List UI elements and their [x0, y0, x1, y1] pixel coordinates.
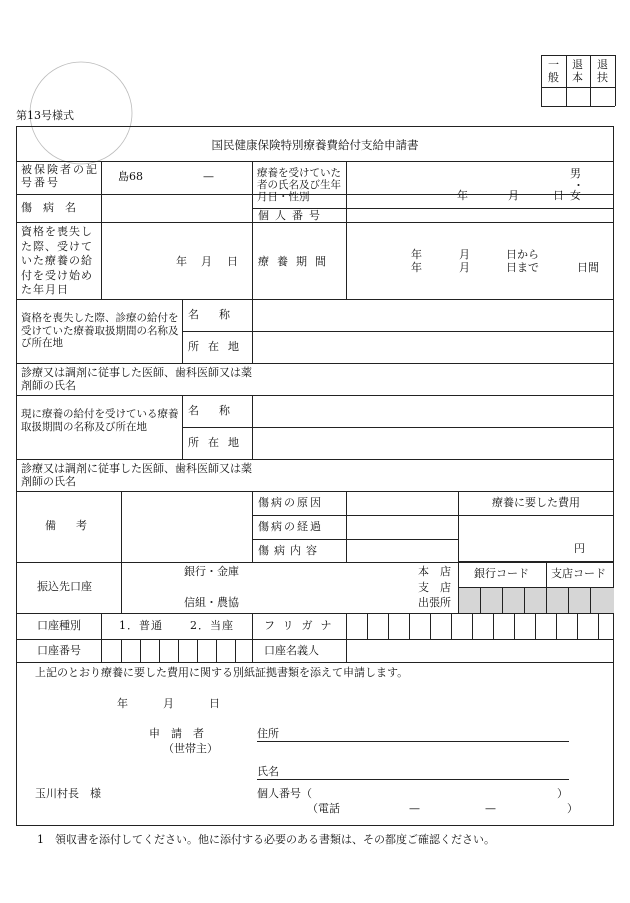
account-holder-field[interactable] — [347, 640, 613, 662]
account-type-current[interactable]: 2．当座 — [190, 619, 234, 632]
form-number: 第13号様式 — [16, 109, 74, 122]
loss-date-label: 資格を喪失した際、受けていた療養の給付を受け始めた年月日 — [21, 225, 93, 296]
period-days: 日間 — [577, 261, 599, 274]
branch-code-label: 支店コード — [551, 567, 606, 580]
branch-code-field[interactable] — [547, 588, 614, 613]
cost-header: 療養に要した費用 — [492, 496, 580, 509]
name-label: 氏名 — [257, 765, 279, 778]
remarks-label: 備考 — [45, 519, 107, 532]
account-type-ordinary[interactable]: 1．普通 — [119, 619, 163, 632]
bank-name-field[interactable] — [122, 563, 412, 613]
account-holder-label: 口座名義人 — [264, 644, 319, 657]
footnote: 1 領収書を添付してください。他に添付する必要のある書類は、その都度ご確認ください。 — [37, 833, 495, 846]
bank-label: 振込先口座 — [37, 580, 92, 593]
cost-amount-field[interactable] — [460, 516, 612, 560]
declaration-date-field[interactable] — [100, 694, 220, 712]
remarks-field[interactable] — [122, 492, 252, 562]
prev-doctor-label: 診療又は調剤に従事した医師、歯科医師又は薬剤師の氏名 — [21, 366, 252, 392]
account-number-field[interactable] — [102, 640, 252, 662]
stamp-label-retired-dependent: 退 扶 — [597, 58, 608, 84]
disease-content-field[interactable] — [347, 540, 457, 562]
period-to-day: 日まで — [506, 261, 539, 274]
loss-date-year: 年 — [176, 255, 187, 268]
sex-male[interactable]: 男 — [570, 167, 581, 180]
disease-cause-label: 傷病の原因 — [258, 496, 323, 509]
declaration-day: 日 — [209, 697, 220, 710]
furigana-label: フリガナ — [264, 619, 340, 632]
phone-dash-2: — — [485, 802, 496, 815]
period-to-month: 月 — [459, 261, 470, 274]
form-title: 国民健康保険特別療養費給付支給申請書 — [211, 138, 419, 152]
prev-facility-address-field[interactable] — [253, 332, 613, 363]
branch-branch[interactable]: 支 店 — [418, 581, 451, 594]
phone-open: （電話 — [307, 802, 340, 815]
sex-female[interactable]: 女 — [570, 189, 581, 202]
disease-name-field[interactable] — [102, 195, 252, 222]
disease-progress-field[interactable] — [347, 516, 457, 539]
loss-date-month: 月 — [201, 255, 212, 268]
disease-cause-field[interactable] — [347, 492, 457, 515]
loss-date-day: 日 — [227, 255, 238, 268]
disease-content-label: 傷病内容 — [258, 544, 322, 557]
insured-number-label: 被保険者の記号番号 — [21, 163, 99, 189]
branch-main[interactable]: 本 店 — [418, 565, 451, 578]
stamp-label-general: 一 般 — [548, 58, 559, 84]
bank-code-field[interactable] — [459, 588, 546, 613]
curr-facility-name-field[interactable] — [253, 396, 613, 427]
declaration-month: 月 — [163, 697, 174, 710]
curr-facility-label: 現に療養の給付を受けている療養取扱期間の名称及び所在地 — [21, 408, 179, 433]
bank-code-label: 銀行コード — [474, 567, 529, 580]
insured-number-field[interactable] — [102, 162, 252, 194]
declaration-text: 上記のとおり療養に要した費用に関する別紙証拠書類を添えて申請します。 — [35, 666, 409, 679]
prev-facility-name-label: 名称 — [188, 308, 250, 321]
disease-progress-label: 傷病の経過 — [258, 520, 323, 533]
patient-month: 月 — [508, 189, 519, 202]
stamp-label-retired-main: 退 本 — [572, 58, 583, 84]
insured-number-prefix: 島68 — [118, 170, 143, 183]
prev-doctor-field[interactable] — [260, 364, 613, 395]
curr-doctor-field[interactable] — [260, 460, 613, 491]
phone-field[interactable] — [345, 801, 565, 816]
bank-type-1[interactable]: 銀行・金庫 — [184, 565, 239, 578]
period-from-day: 日から — [506, 248, 539, 261]
treatment-period-label: 療養期間 — [258, 255, 334, 268]
personal-number-close: ） — [557, 787, 568, 800]
phone-close: ） — [567, 802, 578, 815]
prev-facility-label: 資格を喪失した際、診療の給付を受けていた療養取扱期間の名称及び所在地 — [21, 312, 179, 349]
patient-year: 年 — [457, 189, 468, 202]
householder-label: （世帯主） — [163, 742, 218, 755]
curr-facility-name-label: 名称 — [188, 404, 250, 417]
branch-office[interactable]: 出張所 — [418, 596, 451, 609]
personal-number-input[interactable] — [320, 786, 556, 801]
personal-number-label: 個人番号 — [258, 209, 326, 222]
account-type-label: 口座種別 — [37, 619, 81, 632]
address-field[interactable] — [282, 726, 569, 741]
prev-facility-name-field[interactable] — [253, 300, 613, 331]
declaration-year: 年 — [117, 697, 128, 710]
sex-dot: ・ — [573, 179, 584, 192]
account-number-label: 口座番号 — [37, 644, 81, 657]
patient-day: 日 — [553, 189, 564, 202]
mayor-label: 玉川村長 様 — [35, 787, 101, 800]
disease-name-label: 傷病名 — [21, 201, 87, 214]
patient-label: 療養を受けていた者の氏名及び生年月日・性別 — [257, 167, 341, 204]
applicant-label: 申 請 者 — [149, 727, 204, 740]
name-field[interactable] — [282, 764, 569, 779]
period-from-month: 月 — [459, 248, 470, 261]
curr-doctor-label: 診療又は調剤に従事した医師、歯科医師又は薬剤師の氏名 — [21, 462, 252, 488]
phone-dash-1: — — [409, 802, 420, 815]
personal-number-field[interactable] — [347, 209, 613, 222]
personal-number-open: 個人番号（ — [257, 787, 312, 800]
address-label: 住所 — [257, 727, 279, 740]
bank-type-2[interactable]: 信組・農協 — [184, 596, 239, 609]
curr-facility-address-label: 所在地 — [188, 436, 248, 449]
period-from-year: 年 — [411, 248, 422, 261]
prev-facility-address-label: 所在地 — [188, 340, 248, 353]
furigana-field[interactable] — [347, 614, 613, 639]
curr-facility-address-field[interactable] — [253, 428, 613, 459]
insured-number-dash: — — [203, 170, 214, 183]
period-to-year: 年 — [411, 261, 422, 274]
cost-unit: 円 — [574, 542, 585, 555]
